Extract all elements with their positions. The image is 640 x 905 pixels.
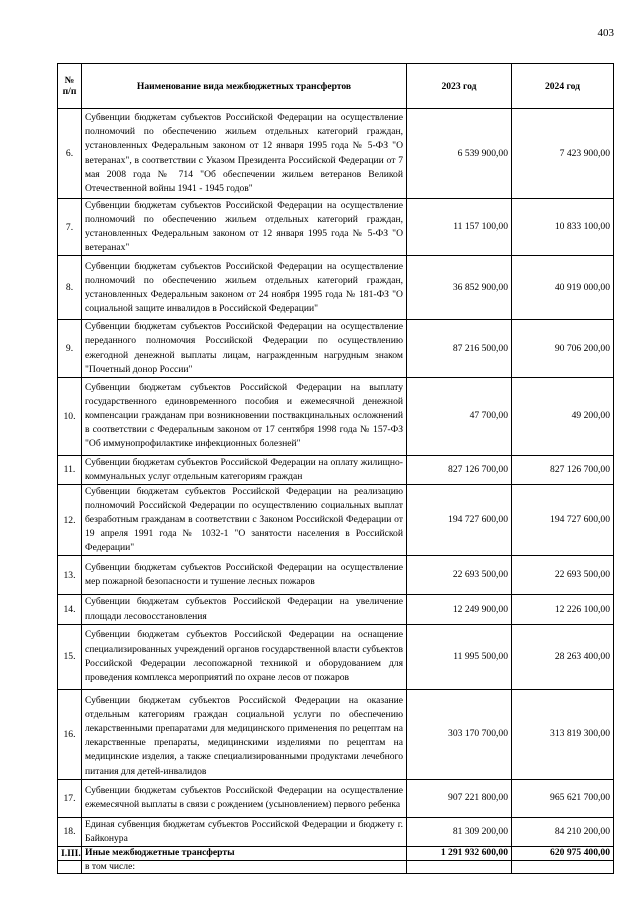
table-row <box>58 320 614 377</box>
table-row <box>58 109 614 199</box>
header-name: Наименование вида межбюджетных трансфертов <box>82 64 407 109</box>
row-name: Субвенции бюджетам субъектов Российской Федерации на осуществление мер пожарной безопасности и тушение лесных пожаров <box>82 556 407 595</box>
section-2023: 1 291 932 600,00 <box>407 846 512 860</box>
section-2024: 620 975 400,00 <box>512 846 614 860</box>
row-2024: 28 263 400,00 <box>512 624 614 689</box>
row-num: 13. <box>58 556 82 595</box>
subheading-2023 <box>407 860 512 873</box>
table-row <box>58 779 614 817</box>
table-row <box>58 377 614 455</box>
row-num: 15. <box>58 624 82 689</box>
subheading-num <box>58 860 82 873</box>
table-row <box>58 556 614 595</box>
row-num: 9. <box>58 320 82 377</box>
row-2024: 194 727 600,00 <box>512 484 614 555</box>
table-row <box>58 624 614 689</box>
subheading-label: в том числе: <box>82 860 407 873</box>
row-2023: 11 157 100,00 <box>407 199 512 256</box>
row-2024: 49 200,00 <box>512 377 614 455</box>
table-header-row <box>58 64 614 109</box>
table-row <box>58 256 614 320</box>
row-num: 12. <box>58 484 82 555</box>
row-num: 17. <box>58 779 82 817</box>
row-num: 7. <box>58 199 82 256</box>
row-2023: 47 700,00 <box>407 377 512 455</box>
row-2023: 303 170 700,00 <box>407 689 512 779</box>
row-name: Субвенции бюджетам субъектов Российской Федерации на оснащение специализированных учреждений органов государственной власти субъектов Российской Федерации лесопожарной техникой и оборудованием для проведения комплекса мероприятий по охране лесов от пожаров <box>82 624 407 689</box>
row-2024: 40 919 000,00 <box>512 256 614 320</box>
row-num: 11. <box>58 455 82 484</box>
row-2023: 81 309 200,00 <box>407 817 512 846</box>
row-num: 6. <box>58 109 82 199</box>
header-2024: 2024 год <box>512 64 614 109</box>
row-2024: 313 819 300,00 <box>512 689 614 779</box>
subheading-2024 <box>512 860 614 873</box>
table-row <box>58 455 614 484</box>
row-name: Субвенции бюджетам субъектов Российской Федерации на осуществление полномочий по обеспечению жильем отдельных категорий граждан, установленных Федеральным законом от 12 января 1995 года № 5-ФЗ "О ветеранах", в соответствии с Указом Президента Российской Федерации от 7 мая 2008 года № 714 "Об обеспечении жильем ветеранов Великой Отечественной войны 1941 - 1945 годов" <box>82 109 407 199</box>
row-2023: 36 852 900,00 <box>407 256 512 320</box>
row-2023: 22 693 500,00 <box>407 556 512 595</box>
table-row <box>58 689 614 779</box>
row-2023: 6 539 900,00 <box>407 109 512 199</box>
row-2024: 12 226 100,00 <box>512 595 614 624</box>
table-row <box>58 484 614 555</box>
subheading-row <box>58 860 614 873</box>
row-num: 10. <box>58 377 82 455</box>
header-num: № п/п <box>58 64 82 109</box>
row-2024: 7 423 900,00 <box>512 109 614 199</box>
row-name: Субвенции бюджетам субъектов Российской Федерации на оказание отдельным категориям граждан социальной услуги по обеспечению лекарственными препаратами для медицинского применения по рецептам на лекарственные препараты, медицинскими изделиями по рецептам на медицинские изделия, а также специализированными продуктами лечебного питания для детей-инвалидов <box>82 689 407 779</box>
row-name: Субвенции бюджетам субъектов Российской Федерации на реализацию полномочий Российской Федерации по осуществлению социальных выплат безработным гражданам в соответствии с Законом Российской Федерации от 19 апреля 1991 года № 1032-1 "О занятости населения в Российской Федерации" <box>82 484 407 555</box>
row-2024: 90 706 200,00 <box>512 320 614 377</box>
header-2023: 2023 год <box>407 64 512 109</box>
row-name: Субвенции бюджетам субъектов Российской Федерации на оплату жилищно-коммунальных услуг отдельным категориям граждан <box>82 455 407 484</box>
row-name: Субвенции бюджетам субъектов Российской Федерации на увеличение площади лесовосстановления <box>82 595 407 624</box>
row-2023: 907 221 800,00 <box>407 779 512 817</box>
row-2024: 84 210 200,00 <box>512 817 614 846</box>
section-name: Иные межбюджетные трансферты <box>82 846 407 860</box>
row-2023: 194 727 600,00 <box>407 484 512 555</box>
row-name: Субвенции бюджетам субъектов Российской Федерации на осуществление переданного полномочия Российской Федерации по осуществлению ежегодной денежной выплаты лицам, награжденным нагрудным знаком "Почетный донор России" <box>82 320 407 377</box>
row-2024: 827 126 700,00 <box>512 455 614 484</box>
table-row <box>58 199 614 256</box>
row-num: 16. <box>58 689 82 779</box>
row-name: Субвенции бюджетам субъектов Российской Федерации на осуществление полномочий по обеспечению жильем отдельных категорий граждан, установленных Федеральным законом от 24 ноября 1995 года № 181-ФЗ "О социальной защите инвалидов в Российской Федерации" <box>82 256 407 320</box>
row-2023: 827 126 700,00 <box>407 455 512 484</box>
row-2023: 12 249 900,00 <box>407 595 512 624</box>
row-2024: 22 693 500,00 <box>512 556 614 595</box>
transfers-table <box>57 63 614 874</box>
row-name: Субвенции бюджетам субъектов Российской Федерации на осуществление ежемесячной выплаты в связи с рождением (усыновлением) первого ребенка <box>82 779 407 817</box>
section-num: I.III. <box>58 846 82 860</box>
row-2023: 87 216 500,00 <box>407 320 512 377</box>
row-2024: 965 621 700,00 <box>512 779 614 817</box>
row-num: 14. <box>58 595 82 624</box>
row-name: Субвенции бюджетам субъектов Российской Федерации на выплату государственного единовременного пособия и ежемесячной денежной компенсации гражданам при возникновении поствакцинальных осложнений в соответствии с Федеральным законом от 17 сентября 1998 года № 157-ФЗ "Об иммунопрофилактике инфекционных болезней" <box>82 377 407 455</box>
row-name: Субвенции бюджетам субъектов Российской Федерации на осуществление полномочий по обеспечению жильем отдельных категорий граждан, установленных Федеральным законом от 12 января 1995 года № 5-ФЗ "О ветеранах" <box>82 199 407 256</box>
row-2023: 11 995 500,00 <box>407 624 512 689</box>
section-row <box>58 846 614 860</box>
page-number: 403 <box>597 27 614 39</box>
table-row <box>58 595 614 624</box>
row-num: 18. <box>58 817 82 846</box>
table-row <box>58 817 614 846</box>
row-2024: 10 833 100,00 <box>512 199 614 256</box>
row-name: Единая субвенция бюджетам субъектов Российской Федерации и бюджету г. Байконура <box>82 817 407 846</box>
row-num: 8. <box>58 256 82 320</box>
